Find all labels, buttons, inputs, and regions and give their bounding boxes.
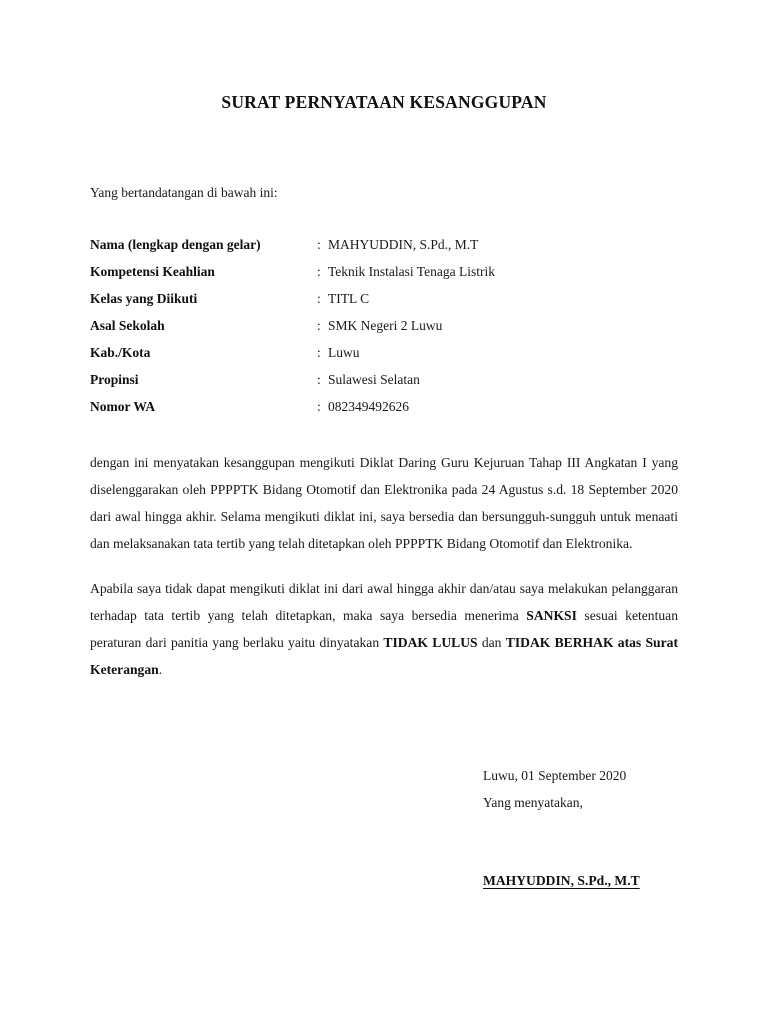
field-value-kab-kota: Luwu <box>328 345 360 361</box>
signature-place-date: Luwu, 01 September 2020 <box>483 768 627 783</box>
table-row <box>90 285 678 312</box>
field-value-nomor-wa: 082349492626 <box>328 399 409 415</box>
intro-line: Yang bertandatangan di bawah ini: <box>90 185 278 200</box>
signature-name-area <box>483 872 640 890</box>
emphasis-sanksi: SANKSI <box>526 608 577 624</box>
page-title: SURAT PERNYATAAN KESANGGUPAN <box>221 92 547 112</box>
table-row <box>90 231 678 258</box>
document-content <box>90 0 678 697</box>
field-value-kelas-yang-diikuti: TITL C <box>328 291 370 307</box>
statement-paragraph-1: dengan ini menyatakan kesanggupan mengikuti Diklat Daring Guru Kejuruan Tahap III Angkatan I yang diselenggarakan oleh PPPPTK Bidang Otomotif dan Elektronika pada 24 Agustus s.d. 18 September 2020 dari awal hingga akhir. Selama mengikuti diklat ini, saya bersedia dan bersungguh-sungguh untuk menaati dan melaksanakan tata tertib yang telah ditetapkan oleh PPPPTK Bidang Otomotif dan Elektronika. <box>90 455 678 552</box>
table-row <box>90 366 678 393</box>
table-row <box>90 312 678 339</box>
field-label-nomor-wa: Nomor WA <box>90 399 156 415</box>
field-label-propinsi: Propinsi <box>90 372 139 388</box>
field-colon: : <box>317 237 321 253</box>
paragraph-2-text-part-2: sesuai ketentuan peraturan dari panitia yang berlaku yaitu dinyatakan <box>90 608 678 651</box>
field-colon: : <box>317 318 321 334</box>
applicant-details-table <box>90 231 678 420</box>
field-colon: : <box>317 399 321 415</box>
field-colon: : <box>317 345 321 361</box>
paragraph-2-text-part-1: Apabila saya tidak dapat mengikuti diklat ini dari awal hingga akhir dan/atau saya melakukan pelanggaran terhadap tata tertib yang telah ditetapkan, maka saya bersedia menerima <box>90 581 678 624</box>
emphasis-tidak-lulus: TIDAK LULUS <box>383 635 478 651</box>
field-value-propinsi: Sulawesi Selatan <box>328 372 420 388</box>
signature-block <box>483 762 723 816</box>
emphasis-tidak-berhak: TIDAK BERHAK atas Surat Keterangan <box>90 635 678 678</box>
field-label-kab-kota: Kab./Kota <box>90 345 151 361</box>
field-colon: : <box>317 291 321 307</box>
field-label-kelas-yang-diikuti: Kelas yang Diikuti <box>90 291 198 307</box>
table-row <box>90 258 678 285</box>
field-colon: : <box>317 372 321 388</box>
field-label-nama: Nama (lengkap dengan gelar) <box>90 237 261 253</box>
signer-name: MAHYUDDIN, S.Pd., M.T <box>483 873 640 888</box>
table-row <box>90 339 678 366</box>
statement-paragraph-2 <box>90 575 678 683</box>
field-label-kompetensi-keahlian: Kompetensi Keahlian <box>90 264 215 280</box>
field-value-nama: MAHYUDDIN, S.Pd., M.T <box>328 237 479 253</box>
field-value-asal-sekolah: SMK Negeri 2 Luwu <box>328 318 443 334</box>
paragraph-2-text-part-4: . <box>158 662 163 678</box>
paragraph-2-text-part-3: dan <box>477 635 506 651</box>
field-value-kompetensi-keahlian: Teknik Instalasi Tenaga Listrik <box>328 264 495 280</box>
table-row <box>90 393 678 420</box>
field-label-asal-sekolah: Asal Sekolah <box>90 318 165 334</box>
signature-declarant-label: Yang menyatakan, <box>483 795 583 810</box>
field-colon: : <box>317 264 321 280</box>
